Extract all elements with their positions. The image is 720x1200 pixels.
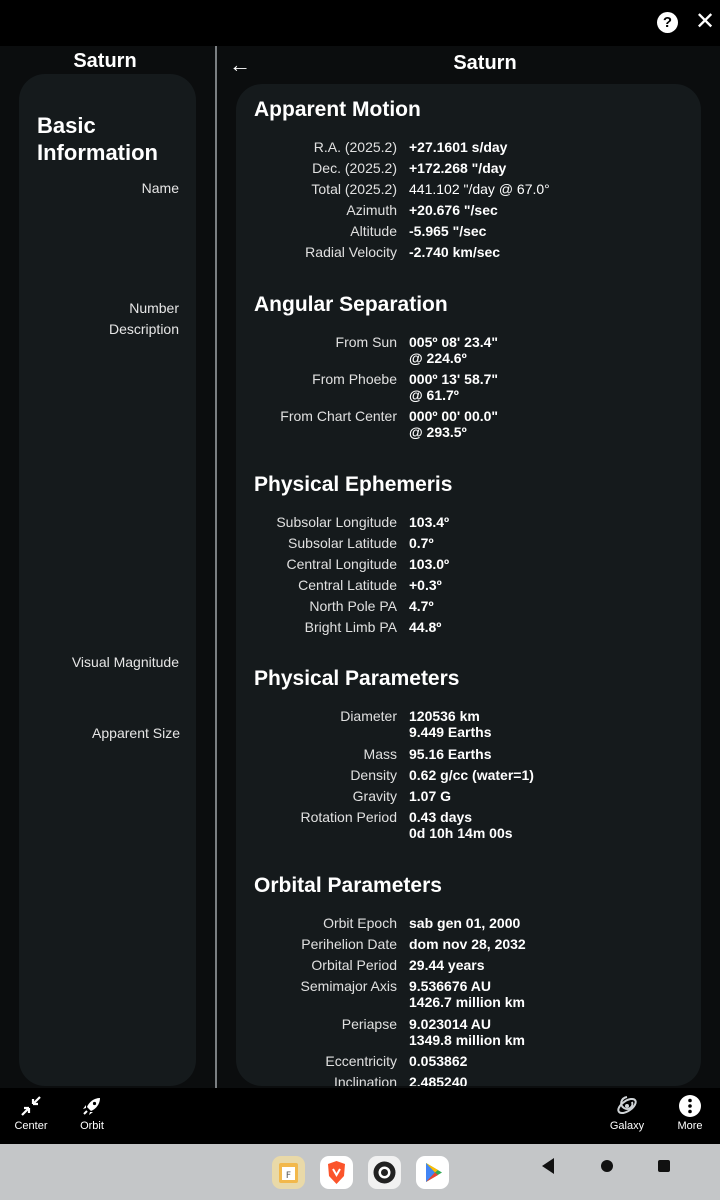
nav-back-icon[interactable]: [542, 1158, 554, 1174]
section-angular-separation-title: Angular Separation: [254, 293, 448, 316]
bottom-toolbar: [0, 1088, 720, 1144]
more-vertical-icon: [660, 1088, 720, 1122]
section-orbital-parameters-title: Orbital Parameters: [254, 874, 442, 897]
rocket-icon: [62, 1088, 122, 1122]
center-button[interactable]: [1, 1088, 61, 1144]
section-physical-ephemeris-title: Physical Ephemeris: [254, 473, 453, 496]
galaxy-icon: [597, 1088, 657, 1122]
collapse-arrows-icon: [1, 1088, 61, 1122]
files-app-icon[interactable]: [272, 1156, 305, 1189]
more-label: More: [677, 1120, 703, 1132]
svg-text:F: F: [285, 1171, 292, 1181]
orbit-label: Orbit: [80, 1120, 104, 1132]
details-card[interactable]: Apparent Motion R.A. (2025.2) +27.1601 s/day Dec. (2025.2) +172.268 "/day Total (2025.2) 441.102 "/day @ 67.0° Azimuth +20.676 "/sec Altitude -5.965 "/sec Radial Velocity -2.740 km/sec Angular Separation From Sun 005º 08' 23.4" @ 224.6º From Phoebe 000º 13' 58.7" @ 61.7º From Chart Center 000º 00' 00.0" @ 293.5º Physical Ephemeris Subsolar Longitude 103.4º Subsolar Latitude 0.7º Central Longitude 103.0º Central Latitude +0.3º North Pole PA 4.7º Bright Limb PA 44.8º Physical Parameters Diameter 120536 km 9.449 Earths Mass 95.16 Earths Density 0.62 g/cc (water=1) Gravity 1.07 G Rotation Period 0.43 days 0d 10h 14m 00s Orbital Parameters Orbit Epoch sab gen 01, 2000 Perihelion Date dom nov 28, 2032 Orbital Period 29.44 years Semimajor Axis 9.536676 AU 1426.7 million km Periapse 9.023014 AU 1349.8 million km Eccentricity 0.053862 Inclination 2.485240: [236, 84, 701, 1086]
panel-divider[interactable]: [215, 46, 217, 1088]
field-name-label: Name: [141, 180, 179, 196]
orbit-button[interactable]: [62, 1088, 122, 1144]
basic-info-heading: Basic Information: [37, 113, 158, 165]
top-bar: [0, 0, 720, 46]
camera-app-icon[interactable]: [368, 1156, 401, 1189]
field-apparent-size-label: Apparent Size: [92, 725, 180, 741]
nav-home-icon[interactable]: [601, 1160, 613, 1172]
field-description-label: Description: [108, 321, 179, 337]
help-icon[interactable]: ?: [657, 12, 678, 33]
nav-recents-icon[interactable]: [658, 1160, 670, 1172]
system-nav-bar: [0, 1144, 720, 1200]
galaxy-label: Galaxy: [609, 1120, 645, 1132]
field-number-label: Number: [129, 300, 179, 316]
galaxy-button[interactable]: [597, 1088, 657, 1144]
section-physical-parameters-title: Physical Parameters: [254, 667, 460, 690]
play-store-app-icon[interactable]: [416, 1156, 449, 1189]
section-apparent-motion-title: Apparent Motion: [254, 98, 421, 121]
field-visual-magnitude-label: Visual Magnitude: [71, 654, 179, 670]
more-button[interactable]: [660, 1088, 720, 1144]
main-area: [0, 46, 720, 1088]
center-label: Center: [14, 1120, 48, 1132]
right-panel-title: Saturn: [453, 52, 517, 74]
basic-info-card: [19, 74, 196, 1086]
back-arrow-icon[interactable]: ←: [229, 52, 251, 77]
left-panel-title: Saturn: [73, 50, 137, 72]
brave-app-icon[interactable]: [320, 1156, 353, 1189]
close-icon[interactable]: ✕: [694, 8, 716, 35]
